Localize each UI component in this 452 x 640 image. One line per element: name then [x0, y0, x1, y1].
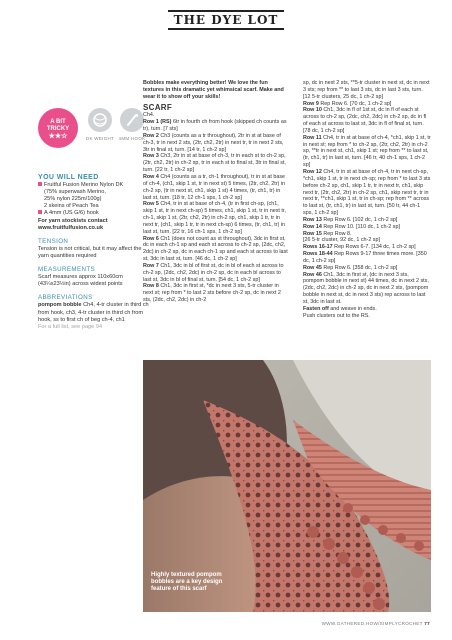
row-text: Ch1, 3dc in bl of first st, dc in bl of each st across to ch-2 sp, (2dc, ch2, 2dc) in ch-2 sp, dc in each bl across to last st, 3dc in bl of final st, turn. [54 dc, 1 ch-2 sp]	[143, 262, 284, 283]
pattern-row	[143, 133, 288, 154]
row-label: Rows 18-44	[303, 251, 333, 258]
footer-url: WWW.GATHERED.HOW/SIMPLYCROCHET	[321, 621, 423, 626]
pattern-row	[143, 119, 288, 133]
row-text: Ch4.	[143, 112, 155, 119]
need-item: (75% superwash Merino,	[44, 189, 106, 196]
row-label: Row 11	[303, 134, 322, 141]
row-text: Rep Row 10. [110 dc, 1 ch-2 sp]	[321, 223, 400, 230]
pattern-rows	[143, 112, 288, 304]
row-label: Row 6	[143, 235, 159, 242]
hook-label: 4MM HOOK	[118, 136, 146, 141]
pattern-row	[143, 236, 288, 263]
intro-text: Bobbles make everything better! We love the fun textures in this dramatic yet whimsical scarf. Make and wear it to show off your skills!	[143, 80, 284, 100]
row-label: Row 8	[143, 283, 159, 290]
row-text: Ch3, 2tr in st at base of ch-3, tr in each st to ch-2 sp, (2tr, ch2, 2tr) in ch-2 sp, tr in each st to final st, 3tr in final st, turn. [22 tr, 1 ch-2 sp]	[143, 153, 286, 174]
row-text: and weave in ends.	[328, 305, 377, 312]
row-text: Ch3 (counts as a tr throughout), 2tr in st at base of ch-3, tr in next 2 sts, (2tr, ch2, 2tr) in next tr, tr in next 2 sts, 3tr in final st, turn. [14 tr, 1 ch-2 sp]	[143, 132, 284, 153]
row-label: Row 45	[303, 264, 322, 271]
row-text: Ch1, 3dc in first st, (dc in next 3 sts, pompom bobble in next st) 44 times, dc in next 2 sts, (2dc, ch2, 2dc) in ch-2 sp, dc in next 2 sts, (pompom bobble in next st, dc in next 3 sts) rep across to last st, 3dc in last st.	[303, 271, 429, 305]
row-label: Row 2	[143, 132, 159, 139]
stockists-url[interactable]: www.fruitfulfusion.co.uk	[38, 224, 104, 231]
stockists-label: For yarn stockists contact	[38, 217, 108, 224]
row-text: Rep Rows 9-17 three times more. [350 dc, 1 ch-2 sp]	[303, 251, 427, 264]
pattern-row	[143, 174, 288, 201]
need-item: Fruitful Fusion Merino Nylon DK	[38, 182, 150, 189]
badge-line1: A BIT	[50, 119, 66, 125]
row-label: Row 3	[143, 153, 159, 160]
row-text: 6tr in fourth ch from hook (skipped ch counts as tr), turn. [7 sts]	[143, 119, 287, 133]
row-text: Rep Rows 6-7. [134 dc, 1 ch-2 sp]	[332, 244, 416, 251]
row-label: Row 4	[143, 173, 159, 180]
row-label: Row 12	[303, 168, 322, 175]
row-label: Row 10	[303, 107, 322, 114]
pattern-row	[143, 263, 288, 284]
abbreviations-heading: ABBREVIATIONS	[38, 294, 93, 302]
pattern-rows	[303, 80, 431, 320]
row-label: Row 5	[143, 201, 159, 208]
badge-stars: ★★☆	[48, 133, 68, 140]
row-text: Ch4, tr in st at base of ch-4, (tr in first ch-sp, (ch1, skip 1 st, tr in next ch-sp) 5 times, ch1, skip 1 st, tr in next tr, ch-1, skip 1 st, (2tr, ch2, 2tr) in ch-2 sp, ch1, skip 1 tr, tr in next tr, (ch1, skip 1 tr, tr in next ch-sp) 6 times, (tr, ch1, tr) in last st, turn. [22 tr, 16 ch-1 sps, 1 ch-2 sp]	[143, 201, 286, 235]
row-label: Row 14	[303, 223, 322, 230]
row-label: Row 9	[303, 100, 319, 107]
row-text: [26 5-tr cluster, 92 dc, 1 ch-2 sp]	[303, 237, 381, 244]
pattern-row	[303, 313, 431, 320]
scarf-heading: SCARF	[143, 102, 173, 112]
row-text: Rep Row 6. [70 dc, 1 ch-2 sp]	[318, 100, 392, 107]
bullet-icon	[38, 210, 42, 214]
row-text: Rep Row 6. [358 dc, 1 ch-2 sp]	[321, 264, 398, 271]
pattern-row	[303, 135, 431, 169]
pattern-row	[143, 283, 288, 304]
photo-caption: Highly textured pompom bobbles are a key design feature of this scarf	[151, 572, 223, 592]
row-label: Row 13	[303, 216, 322, 223]
row-label: Row 7	[143, 262, 159, 269]
page-number: 77	[424, 621, 430, 626]
pattern-row	[303, 244, 431, 251]
left-sidebar	[38, 168, 150, 331]
pattern-row	[303, 237, 431, 244]
pattern-row	[303, 80, 431, 101]
row-text: Ch4, tr in st at base of ch-4, *ch1, skip 1 st, tr in next st; rep from * to ch-2 sp, (2tr, ch2, 2tr) in ch-2 sp, **tr in next st, ch1, skip 1 st; rep from ** to last st, (tr, ch1, tr) in last st, turn. [46 tr, 40 ch-1 sps, 1 ch-2 sp]	[303, 134, 431, 169]
pattern-row	[303, 306, 431, 313]
row-label: Row 46	[303, 271, 322, 278]
row-text: Rep Row 6. [102 dc, 1 ch-2 sp]	[321, 216, 398, 223]
page-footer	[322, 621, 430, 626]
row-label: Fasten off	[303, 305, 329, 312]
bullet-icon	[38, 182, 42, 186]
pattern-row	[143, 201, 288, 235]
pattern-row	[303, 251, 431, 265]
page-header	[0, 10, 452, 30]
row-label: Row 15	[303, 230, 322, 237]
tension-heading: TENSION	[38, 237, 69, 245]
pattern-row	[303, 231, 431, 238]
pattern-row	[303, 107, 431, 134]
row-text: Ch1, 3dc in first st, *dc in next 3 sts, 5-tr cluster in next st; rep from * to last 2 sts before ch-2 sp, dc in next 2 sts, (2dc, ch2, 2dc) in ch-2	[143, 283, 281, 304]
row-text: Ch1, 3dc in fl of 1st st, dc in fl of each st across to ch-2 sp, (2dc, ch2, 2dc) in ch-2 sp, dc in fl of each st across to last st, 3dc in fl of final st, turn. [78 dc, 1 ch-2 sp]	[303, 107, 427, 134]
weight-label: DK WEIGHT	[85, 136, 115, 141]
pattern-column-1	[143, 80, 288, 304]
pattern-row	[303, 217, 431, 224]
pattern-row	[143, 112, 288, 119]
yarn-weight-icon	[88, 108, 112, 132]
hook-icon	[120, 108, 144, 132]
pattern-row	[303, 169, 431, 217]
row-label: Rows 16-17	[303, 244, 333, 251]
measurements-heading: MEASUREMENTS	[38, 266, 96, 274]
pattern-row	[143, 153, 288, 174]
pattern-row	[303, 101, 431, 108]
pattern-row	[303, 265, 431, 272]
you-will-need-heading: YOU WILL NEED	[38, 174, 99, 181]
row-text: Ch4 (counts as a tr, ch-1 throughout), tr in st at base of ch-4, (ch1, skip 1 st, tr in next st) 5 times, (2tr, ch2, 2tr) in ch-2 sp, (tr in next st, ch1, skip 1 st) 4 times, (tr, ch1, tr) in last st, turn. [18 tr, 12 ch-1 sps, 1 ch-2 sp]	[143, 173, 286, 201]
header-title: THE DYE LOT	[168, 10, 285, 30]
full-list-ref: For a full list, see page 94	[38, 323, 103, 330]
row-text: Ch1 (does not count as st throughout), 3dc in first st, dc in each ch-1 sp and each st across to ch-2 sp, (2dc, ch2, 2dc) in ch-2 sp, dc in each ch-1 sp and each st across to last st, 3dc in last st, turn. [46 dc, 1 ch-2 sp]	[143, 235, 288, 263]
row-text: Rep Row 8.	[321, 230, 352, 237]
pattern-row	[303, 224, 431, 231]
row-label: Row 1 (RS)	[143, 119, 172, 126]
need-item: 25% nylon 225m/100g)	[44, 196, 102, 203]
pattern-row	[303, 272, 431, 306]
need-item: A 4mm (US G/6) hook	[38, 210, 150, 217]
badge-line2: TRICKY	[46, 126, 70, 132]
pattern-column-2	[303, 80, 431, 320]
need-item: 2 skeins of Peach Tea	[44, 203, 99, 210]
difficulty-badge	[38, 108, 78, 148]
tension-text: Tension is not critical, but it may affect the yarn quantities required	[38, 245, 142, 259]
row-text: sp, dc in next 2 sts, **5-tr cluster in next st, dc in next 3 sts; rep from ** to last 3 sts, dc in last 3 sts, turn. [12 5-tr clusters, 25 dc, 1 ch-2 sp]	[303, 80, 430, 100]
row-text: Ch4, tr in st at base of ch-4, tr in next ch-sp, *ch1, skip 1 st, tr in next ch-sp; rep from * to last 3 sts before ch-2 sp, ch1, skip 1 tr, tr in next tr, ch1, skip next tr, (2tr, ch2, 2tr) in ch-2 sp, ch1, skip next tr, tr in next tr, **ch1, skip 1 st, tr in ch-sp; rep from ** across to last st, (tr, ch1, tr) in last st, turn. [50 tr, 44 ch-1 sps, 1 ch-2 sp]	[303, 168, 431, 217]
measurements-text: Scarf measures approx 110x60cm (43¼x23½in) across widest points	[38, 274, 123, 288]
abbreviations-text: pompom bobble Ch4, 4-tr cluster in third ch from hook, ch3, 4-tr cluster in third ch from hook, ss to first ch of beg ch-4, ch1	[38, 302, 149, 323]
row-text: Push clusters out to the RS.	[303, 312, 370, 319]
